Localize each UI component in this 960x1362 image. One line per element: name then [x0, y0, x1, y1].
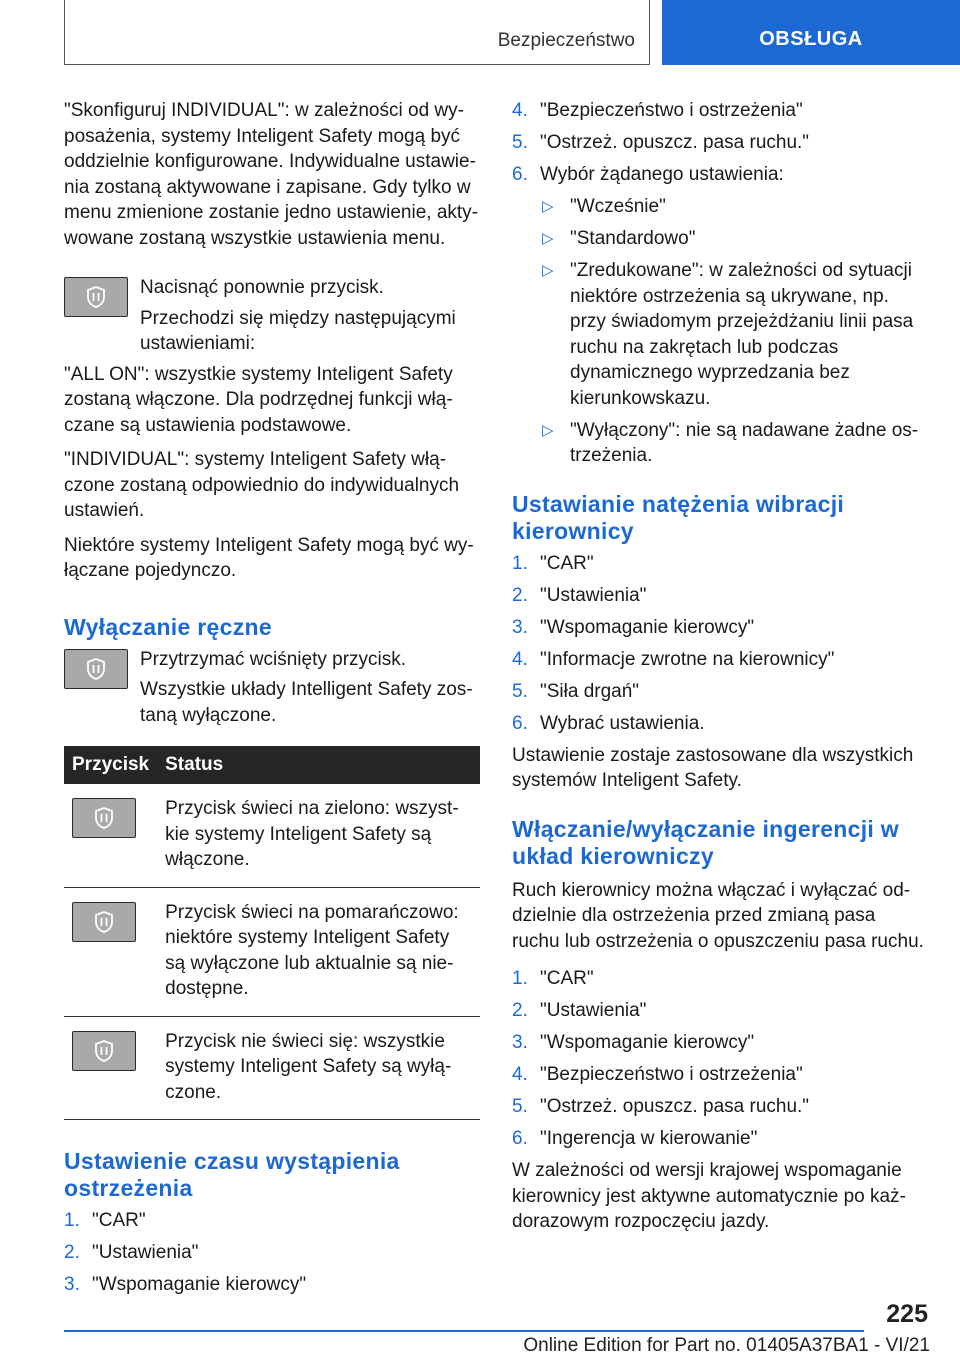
section-title: Bezpieczeństwo: [497, 30, 635, 51]
page-header: [0, 0, 960, 66]
press-again-block: [64, 275, 480, 357]
heading-vibration: Ustawianie natężenia wibracji kierownicy: [512, 490, 845, 544]
timing-steps-list: [64, 1208, 480, 1298]
all-off-text: Wszystkie układy Intelligent Safety zostaną wyłączone.: [140, 679, 473, 726]
footer-edition: Online Edition for Part no. 01405A37BA1 - VI/21: [523, 1335, 930, 1356]
steering-steps-list: [512, 966, 928, 1152]
table-cell-status: Przycisk świeci na zielono: wszystkie systemy Inteligent Safety są włączone.: [157, 784, 480, 887]
list-item: 3. "Wspomaganie kierowcy": [512, 1032, 755, 1053]
intelligent-safety-button-icon: [64, 649, 128, 689]
list-item: 6. "Ingerencja w kierowanie": [512, 1128, 758, 1149]
all-on-text: "ALL ON": wszystkie systemy Inteligent Safety zostaną włączone. Dla podrzędnej funkcji włączane są ustawienia podstawowe.: [64, 363, 453, 436]
list-item: 6. Wybrać ustawienia.: [512, 712, 705, 734]
heading-warning-timing: Ustawienie czasu wystąpienia ostrzeżenia: [64, 1148, 400, 1201]
button-orange-icon: [72, 902, 136, 942]
table-row: [64, 1016, 480, 1120]
list-item: 5. "Siła drgań": [512, 680, 640, 702]
hold-text: Przytrzymać wciśnięty przycisk.: [140, 648, 407, 670]
heading-manual-off: Wyłączanie ręczne: [64, 613, 272, 640]
list-item: 5. "Ostrzeż. opuszcz. pasa ruchu.": [512, 132, 810, 153]
intelligent-safety-button-icon: [64, 277, 128, 317]
heading-steering-intervention: Włączanie/wyłączanie ingerencji w układ kierowniczy: [512, 815, 899, 869]
individual-text: "INDIVIDUAL": systemy Inteligent Safety włączone zostaną odpowiednio do indywidualnych ustawień.: [64, 449, 460, 521]
status-table: [64, 746, 480, 1120]
list-item: 3. "Wspomaganie kierowcy": [512, 616, 755, 638]
chapter-tab-label: OBSŁUGA: [759, 28, 863, 50]
table-header-status: Status: [157, 746, 480, 784]
triangle-bullet-icon: ▷: [542, 421, 554, 439]
list-item: ▷ "Zredukowane": w zależności od sytuacji niektóre ostrzeżenia są ukrywane, np. przy świadomym przejeżdżaniu linii pasa ruchu na zakrętach lub podczas dynamicznego wyprzedzania bez kierunkowskazu.: [542, 260, 914, 409]
list-item: 1. "CAR": [512, 552, 594, 574]
vibration-note: Ustawienie zostaje zastosowane dla wszystkich systemów Inteligent Safety.: [512, 744, 914, 791]
list-item: 1. "CAR": [512, 968, 594, 989]
some-off-text: Niektóre systemy Inteligent Safety mogą być wyłączane pojedynczo.: [64, 534, 474, 581]
button-green-icon: [72, 798, 136, 838]
table-row: [64, 784, 480, 887]
triangle-bullet-icon: ▷: [542, 262, 554, 279]
footer-divider: [64, 1330, 864, 1332]
list-item: 4. "Bezpieczeństwo i ostrzeżenia": [512, 1064, 803, 1085]
timing-options-list: [540, 194, 928, 469]
steering-intro: Ruch kierownicy można włączać i wyłączać oddzielnie dla ostrzeżenia przed zmianą pasa ruchu lub ostrzeżenia o opuszczeniu pasa ruchu.: [512, 879, 924, 952]
list-item: ▷ "Wcześnie": [540, 194, 928, 220]
list-item: 2. "Ustawienia": [512, 1000, 647, 1021]
triangle-bullet-icon: ▷: [542, 198, 554, 215]
list-item: 6. Wybór żądanego ustawienia:: [512, 164, 784, 185]
list-item: ▷ "Wyłączony": nie są nadawane żadne ostrzeżenia.: [542, 419, 919, 466]
list-item: 3. "Wspomaganie kierowcy": [64, 1274, 307, 1295]
chapter-tab[interactable]: [662, 0, 960, 65]
table-header-row: [64, 746, 480, 784]
steering-note: W zależności od wersji krajowej wspomaganie kierownicy jest aktywne automatycznie po każdorazowym rozpoczęciu jazdy.: [512, 1160, 906, 1232]
list-item: 4. "Informacje zwrotne na kierownicy": [512, 648, 835, 670]
triangle-bullet-icon: ▷: [542, 230, 554, 247]
table-cell-status: Przycisk nie świeci się: wszystkie systemy Inteligent Safety są wyłączone.: [157, 1016, 480, 1120]
table-row: [64, 887, 480, 1016]
hold-block: [64, 647, 480, 729]
button-off-icon: [72, 1031, 136, 1071]
timing-steps-list-continued: [512, 98, 928, 188]
right-column: [512, 98, 928, 1244]
intro-paragraph: "Skonfiguruj INDIVIDUAL": w zależności od wyposażenia, systemy Inteligent Safety mogą być oddzielnie konfigurowane. Indywidualne ustawienia zostaną aktywowane i zapisane. Gdy tylko w menu zmienione zostanie jedno ustawienie, aktywowane zostaną wszystkie ustawienia menu.: [64, 100, 479, 249]
left-column: [64, 98, 480, 1304]
vibration-steps-list: [512, 551, 928, 737]
cycles-text: Przechodzi się między następującymi ustawieniami:: [140, 307, 456, 354]
list-item: ▷ "Standardowo": [540, 226, 928, 252]
section-header-box: [64, 0, 650, 65]
list-item: 2. "Ustawienia": [64, 1242, 199, 1263]
press-again-text: Nacisnąć ponownie przycisk.: [140, 277, 384, 298]
list-item: 1. "CAR": [64, 1210, 146, 1231]
list-item: 2. "Ustawienia": [512, 584, 647, 606]
table-cell-status: Przycisk świeci na pomarańczowo: niektóre systemy Inteligent Safety są wyłączone lub aktualnie są niedostępne.: [157, 887, 480, 1016]
list-item: 4. "Bezpieczeństwo i ostrzeżenia": [512, 100, 803, 121]
list-item: 5. "Ostrzeż. opuszcz. pasa ruchu.": [512, 1096, 810, 1117]
page-number: 225: [886, 1300, 928, 1328]
table-header-button: Przycisk: [64, 746, 157, 784]
